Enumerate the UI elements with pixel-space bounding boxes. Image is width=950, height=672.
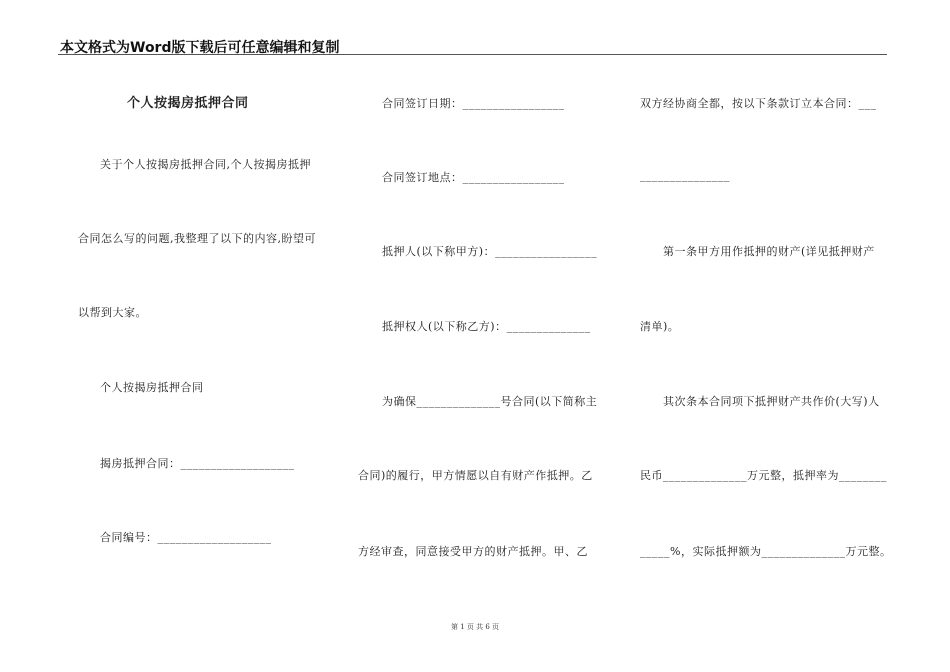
header-divider bbox=[58, 54, 887, 55]
paragraph-line: 方经审查，同意接受甲方的财产抵押。甲、乙 bbox=[358, 545, 588, 558]
paragraph-line: 关于个人按揭房抵押合同,个人按揭房抵押 bbox=[100, 158, 311, 171]
paragraph-line: 合同编号：___________________ bbox=[100, 531, 272, 544]
paragraph-line: 为确保______________号合同(以下简称主 bbox=[382, 395, 598, 408]
paragraph-line: 揭房抵押合同：___________________ bbox=[100, 457, 295, 470]
paragraph-line: 民币______________万元整，抵押率为________ bbox=[640, 469, 887, 482]
document-header-title: 本文格式为Word版下载后可任意编辑和复制 bbox=[60, 40, 340, 56]
page-number: 第 1 页 共 6 页 bbox=[450, 623, 500, 631]
paragraph-line: 合同)的履行，甲方情愿以自有财产作抵押。乙 bbox=[358, 469, 593, 482]
paragraph-line: 抵押人(以下称甲方)：_________________ bbox=[382, 245, 598, 258]
paragraph-line: 其次条本合同项下抵押财产共作价(大写)人 bbox=[663, 395, 880, 408]
paragraph-line: 双方经协商全都，按以下条款订立本合同：___ bbox=[640, 97, 877, 110]
paragraph-line: _______________ bbox=[640, 169, 730, 182]
paragraph-line: 合同签订日期：_________________ bbox=[382, 97, 565, 110]
paragraph-line: 清单)。 bbox=[640, 320, 680, 333]
paragraph-line: 合同怎么写的问题,我整理了以下的内容,盼望可 bbox=[78, 232, 316, 245]
document-title: 个人按揭房抵押合同 bbox=[127, 96, 249, 111]
paragraph-line: _____%，实际抵押额为______________万元整。 bbox=[640, 545, 892, 558]
paragraph-line: 以帮到大家。 bbox=[78, 306, 147, 319]
paragraph-line: 第一条甲方用作抵押的财产(详见抵押财产 bbox=[663, 245, 875, 258]
paragraph-line: 合同签订地点：_________________ bbox=[382, 171, 565, 184]
paragraph-line: 个人按揭房抵押合同 bbox=[100, 381, 204, 394]
paragraph-line: 抵押权人(以下称乙方)：______________ bbox=[382, 320, 591, 333]
